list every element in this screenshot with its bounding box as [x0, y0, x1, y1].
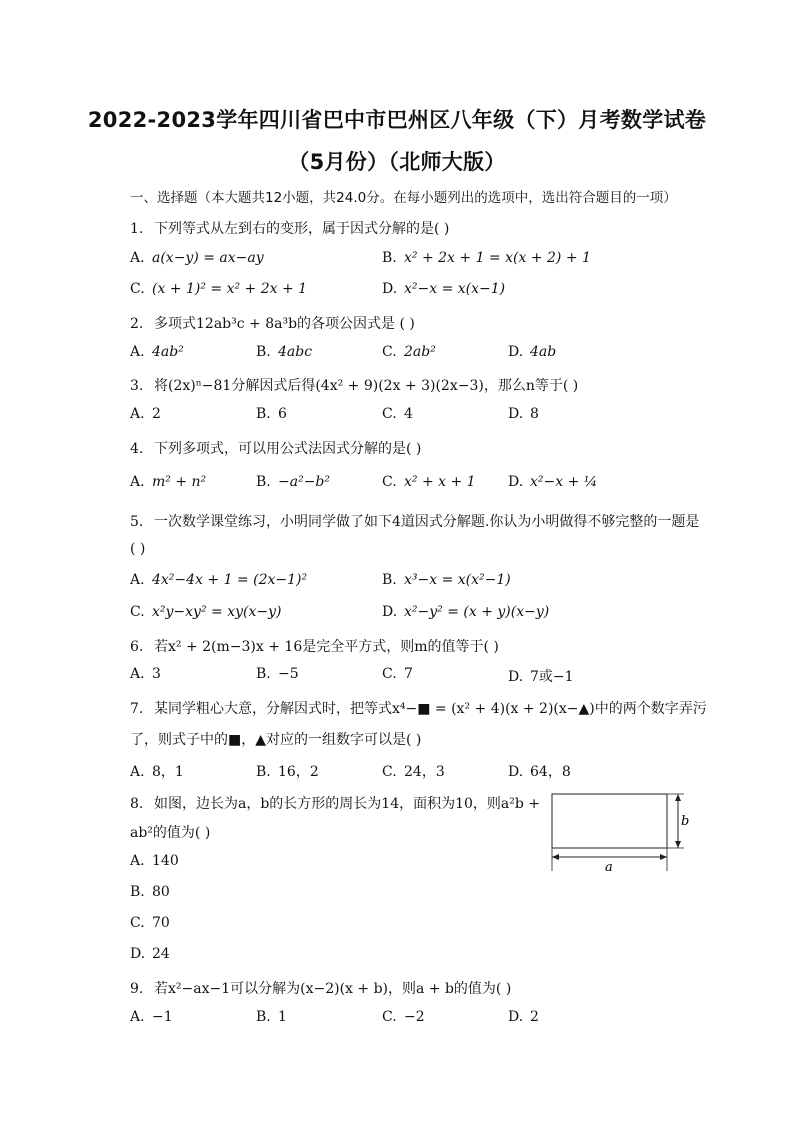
- q7-option-a: A. 8，1: [130, 764, 184, 780]
- label-b: b: [681, 814, 690, 829]
- question-8: 8. 如图，边长为a，b的长方形的周长为14，面积为10，则a²b +: [130, 796, 541, 812]
- rectangle-figure: [548, 790, 698, 875]
- q6-option-d: D. 7或−1: [508, 669, 574, 685]
- q7-option-d: D. 64，8: [508, 764, 571, 780]
- q3-option-d: D. 8: [508, 406, 539, 422]
- q8-option-b: B. 80: [130, 884, 170, 900]
- question-1: 1. 下列等式从左到右的变形，属于因式分解的是( ): [130, 221, 450, 237]
- b-arrow-bottom: [675, 841, 681, 848]
- q2-option-c: C. 2ab²: [382, 344, 436, 360]
- question-6: 6. 若x² + 2(m−3)x + 16是完全平方式，则m的值等于( ): [130, 639, 499, 655]
- page-subtitle: （5月份）（北师大版）: [288, 150, 506, 174]
- question-4: 4. 下列多项式，可以用公式法因式分解的是( ): [130, 441, 422, 457]
- question-2: 2. 多项式12ab³c + 8a³b的各项公因式是 ( ): [130, 316, 415, 332]
- q4-option-d: D. x²−x + ¼: [508, 474, 598, 490]
- a-arrow-left: [552, 854, 559, 860]
- q7-option-b: B. 16，2: [256, 764, 319, 780]
- q8-option-a: A. 140: [130, 853, 179, 869]
- q4-option-c: C. x² + x + 1: [382, 474, 476, 490]
- q9-option-d: D. 2: [508, 1009, 539, 1025]
- q8-option-d: D. 24: [130, 946, 170, 962]
- b-arrow-top: [675, 794, 681, 801]
- question-9: 9. 若x²−ax−1可以分解为(x−2)(x + b)，则a + b的值为( ): [130, 981, 512, 997]
- q3-option-b: B. 6: [256, 406, 287, 422]
- q4-option-a: A. m² + n²: [130, 474, 207, 490]
- q3-option-a: A. 2: [130, 406, 161, 422]
- q9-option-c: C. −2: [382, 1009, 425, 1025]
- q1-option-a: A. a(x−y) = ax−ay: [130, 250, 264, 266]
- question-8-cont: ab²的值为( ): [130, 825, 211, 841]
- q5-option-a: A. 4x²−4x + 1 = (2x−1)²: [130, 572, 308, 588]
- question-3: 3. 将(2x)ⁿ−81分解因式后得(4x² + 9)(2x + 3)(2x−3)，那么n等于( ): [130, 378, 579, 394]
- q6-option-a: A. 3: [130, 666, 161, 682]
- q5-option-d: D. x²−y² = (x + y)(x−y): [382, 604, 550, 620]
- question-7-cont: 了，则式子中的■，▲对应的一组数字可以是( ): [130, 732, 422, 748]
- q6-option-c: C. 7: [382, 666, 413, 682]
- rectangle-shape: [552, 794, 667, 848]
- label-a: a: [605, 860, 613, 875]
- question-5-cont: ( ): [130, 541, 146, 557]
- q8-option-c: C. 70: [130, 915, 170, 931]
- q4-option-b: B. −a²−b²: [256, 474, 330, 490]
- q1-option-d: D. x²−x = x(x−1): [382, 281, 506, 297]
- question-7: 7. 某同学粗心大意，分解因式时，把等式x⁴−■ = (x² + 4)(x + 2)(x−▲)中的两个数字弄污: [130, 701, 707, 717]
- q7-option-c: C. 24，3: [382, 764, 445, 780]
- q2-option-d: D. 4ab: [508, 344, 557, 360]
- q6-option-b: B. −5: [256, 666, 299, 682]
- q3-option-c: C. 4: [382, 406, 413, 422]
- page-title: 2022-2023学年四川省巴中市巴州区八年级（下）月考数学试卷: [87, 108, 707, 132]
- a-arrow-right: [660, 854, 667, 860]
- q1-option-c: C. (x + 1)² = x² + 2x + 1: [130, 281, 308, 297]
- question-5: 5. 一次数学课堂练习，小明同学做了如下4道因式分解题.你认为小明做得不够完整的一题是: [130, 514, 700, 530]
- q9-option-a: A. −1: [130, 1009, 173, 1025]
- q9-option-b: B. 1: [256, 1009, 287, 1025]
- q2-option-a: A. 4ab²: [130, 344, 184, 360]
- q5-option-b: B. x³−x = x(x²−1): [382, 572, 511, 588]
- q5-option-c: C. x²y−xy² = xy(x−y): [130, 604, 282, 620]
- q2-option-b: B. 4abc: [256, 344, 313, 360]
- q1-option-b: B. x² + 2x + 1 = x(x + 2) + 1: [382, 250, 591, 266]
- section-heading: 一、选择题（本大题共12小题，共24.0分。在每小题列出的选项中，选出符合题目的一项）: [130, 190, 677, 206]
